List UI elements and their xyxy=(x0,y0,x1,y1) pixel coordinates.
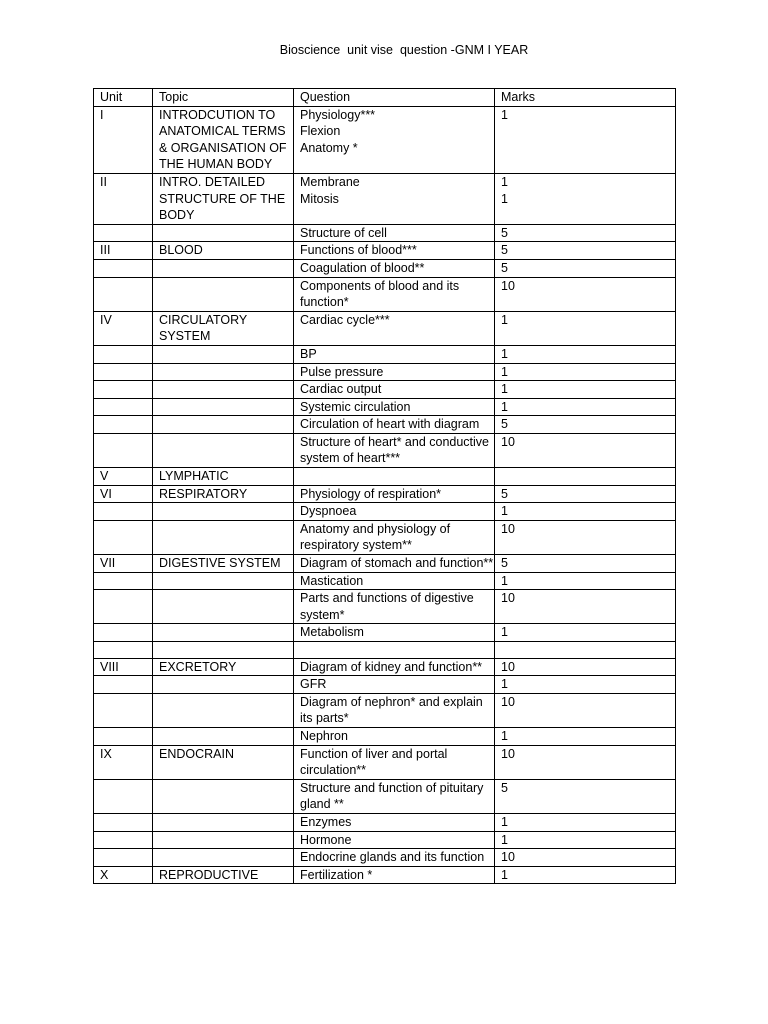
cell-topic: ENDOCRAIN xyxy=(153,745,294,779)
table-row xyxy=(94,398,676,416)
cell-question: Components of blood and its function* xyxy=(294,277,495,311)
cell-unit xyxy=(94,642,153,659)
cell-marks: 5 xyxy=(495,242,676,260)
cell-unit xyxy=(94,693,153,727)
cell-unit xyxy=(94,381,153,399)
cell-topic xyxy=(153,345,294,363)
cell-topic xyxy=(153,779,294,813)
cell-question: Cardiac cycle*** xyxy=(294,311,495,345)
cell-question: Endocrine glands and its function xyxy=(294,849,495,867)
cell-unit xyxy=(94,624,153,642)
table-row xyxy=(94,224,676,242)
cell-question: Pulse pressure xyxy=(294,363,495,381)
table-row xyxy=(94,676,676,694)
cell-question: Structure of cell xyxy=(294,224,495,242)
cell-topic xyxy=(153,398,294,416)
cell-question: Circulation of heart with diagram xyxy=(294,416,495,434)
cell-marks: 1 xyxy=(495,727,676,745)
cell-topic xyxy=(153,831,294,849)
cell-marks: 1 xyxy=(495,503,676,521)
cell-question: Fertilization * xyxy=(294,866,495,884)
cell-question xyxy=(294,642,495,659)
cell-marks: 1 xyxy=(495,624,676,642)
cell-topic xyxy=(153,572,294,590)
cell-question: Systemic circulation xyxy=(294,398,495,416)
cell-question: Nephron xyxy=(294,727,495,745)
table-row xyxy=(94,416,676,434)
table-row xyxy=(94,624,676,642)
cell-unit xyxy=(94,590,153,624)
cell-question: Membrane Mitosis xyxy=(294,173,495,224)
cell-unit xyxy=(94,503,153,521)
cell-marks: 10 xyxy=(495,520,676,554)
cell-topic: RESPIRATORY xyxy=(153,485,294,503)
table-row xyxy=(94,381,676,399)
cell-topic: DIGESTIVE SYSTEM xyxy=(153,555,294,573)
table-row xyxy=(94,520,676,554)
cell-unit: IX xyxy=(94,745,153,779)
cell-unit xyxy=(94,520,153,554)
cell-unit: V xyxy=(94,468,153,486)
cell-question: Hormone xyxy=(294,831,495,849)
table-row xyxy=(94,345,676,363)
cell-topic: CIRCULATORY SYSTEM xyxy=(153,311,294,345)
cell-question: Functions of blood*** xyxy=(294,242,495,260)
table-row xyxy=(94,277,676,311)
table-row xyxy=(94,642,676,659)
table-row xyxy=(94,311,676,345)
cell-unit xyxy=(94,363,153,381)
cell-unit xyxy=(94,727,153,745)
table-row xyxy=(94,745,676,779)
cell-question: Coagulation of blood** xyxy=(294,259,495,277)
table-row xyxy=(94,503,676,521)
header-question: Question xyxy=(294,89,495,107)
cell-question: Diagram of kidney and function** xyxy=(294,658,495,676)
cell-question: BP xyxy=(294,345,495,363)
header-marks: Marks xyxy=(495,89,676,107)
cell-topic xyxy=(153,259,294,277)
cell-question xyxy=(294,468,495,486)
cell-marks: 1 xyxy=(495,106,676,173)
cell-marks: 10 xyxy=(495,433,676,467)
cell-unit xyxy=(94,813,153,831)
cell-topic xyxy=(153,642,294,659)
cell-unit xyxy=(94,416,153,434)
table-row xyxy=(94,658,676,676)
table-row xyxy=(94,779,676,813)
cell-topic xyxy=(153,416,294,434)
cell-topic: INTRO. DETAILED STRUCTURE OF THE BODY xyxy=(153,173,294,224)
cell-question: Diagram of stomach and function** xyxy=(294,555,495,573)
cell-marks: 1 xyxy=(495,363,676,381)
cell-question: Structure of heart* and conductive system of heart*** xyxy=(294,433,495,467)
cell-unit xyxy=(94,224,153,242)
table-row xyxy=(94,363,676,381)
cell-marks: 1 xyxy=(495,676,676,694)
table-row xyxy=(94,242,676,260)
table-row xyxy=(94,849,676,867)
cell-marks: 1 xyxy=(495,398,676,416)
cell-topic: REPRODUCTIVE xyxy=(153,866,294,884)
table-row xyxy=(94,572,676,590)
cell-topic xyxy=(153,813,294,831)
table-row xyxy=(94,468,676,486)
cell-unit xyxy=(94,831,153,849)
cell-topic: LYMPHATIC xyxy=(153,468,294,486)
table-body xyxy=(94,106,676,884)
cell-topic xyxy=(153,624,294,642)
cell-topic xyxy=(153,381,294,399)
cell-unit xyxy=(94,849,153,867)
header-topic: Topic xyxy=(153,89,294,107)
cell-question: Structure and function of pituitary gland ** xyxy=(294,779,495,813)
table-header-row xyxy=(94,89,676,107)
cell-marks: 1 1 xyxy=(495,173,676,224)
header-unit: Unit xyxy=(94,89,153,107)
table-row xyxy=(94,590,676,624)
cell-question: Parts and functions of digestive system* xyxy=(294,590,495,624)
cell-unit: III xyxy=(94,242,153,260)
cell-topic xyxy=(153,433,294,467)
table-row xyxy=(94,433,676,467)
cell-unit xyxy=(94,259,153,277)
cell-unit: VIII xyxy=(94,658,153,676)
cell-marks: 10 xyxy=(495,693,676,727)
cell-marks: 10 xyxy=(495,849,676,867)
cell-marks: 5 xyxy=(495,779,676,813)
cell-marks: 10 xyxy=(495,590,676,624)
cell-question: Mastication xyxy=(294,572,495,590)
cell-question: Dyspnoea xyxy=(294,503,495,521)
cell-topic xyxy=(153,277,294,311)
cell-unit: IV xyxy=(94,311,153,345)
cell-unit: VII xyxy=(94,555,153,573)
cell-question: Physiology*** Flexion Anatomy * xyxy=(294,106,495,173)
cell-question: Enzymes xyxy=(294,813,495,831)
cell-question: Cardiac output xyxy=(294,381,495,399)
cell-marks: 5 xyxy=(495,485,676,503)
cell-question: Metabolism xyxy=(294,624,495,642)
cell-question: Physiology of respiration* xyxy=(294,485,495,503)
question-table xyxy=(93,88,676,884)
cell-topic xyxy=(153,520,294,554)
cell-unit xyxy=(94,779,153,813)
table-row xyxy=(94,555,676,573)
cell-topic xyxy=(153,727,294,745)
cell-marks: 1 xyxy=(495,311,676,345)
cell-marks: 5 xyxy=(495,259,676,277)
cell-marks xyxy=(495,642,676,659)
cell-topic xyxy=(153,590,294,624)
table-row xyxy=(94,106,676,173)
cell-marks: 1 xyxy=(495,381,676,399)
cell-marks: 1 xyxy=(495,831,676,849)
table-row xyxy=(94,173,676,224)
table-row xyxy=(94,831,676,849)
table-row xyxy=(94,485,676,503)
cell-topic: BLOOD xyxy=(153,242,294,260)
cell-question: Function of liver and portal circulation** xyxy=(294,745,495,779)
cell-topic xyxy=(153,363,294,381)
cell-marks: 10 xyxy=(495,658,676,676)
cell-topic: INTRODCUTION TO ANATOMICAL TERMS & ORGANISATION OF THE HUMAN BODY xyxy=(153,106,294,173)
cell-topic xyxy=(153,693,294,727)
table-row xyxy=(94,259,676,277)
cell-unit xyxy=(94,433,153,467)
cell-unit: II xyxy=(94,173,153,224)
cell-topic xyxy=(153,224,294,242)
cell-unit xyxy=(94,398,153,416)
cell-marks: 5 xyxy=(495,224,676,242)
cell-question: Diagram of nephron* and explain its parts* xyxy=(294,693,495,727)
cell-question: GFR xyxy=(294,676,495,694)
cell-marks: 1 xyxy=(495,866,676,884)
cell-unit: I xyxy=(94,106,153,173)
cell-unit xyxy=(94,676,153,694)
cell-topic: EXCRETORY xyxy=(153,658,294,676)
page-title: Bioscience unit vise question -GNM I YEAR xyxy=(279,43,529,57)
cell-unit xyxy=(94,572,153,590)
table-row xyxy=(94,727,676,745)
table-row xyxy=(94,866,676,884)
cell-topic xyxy=(153,503,294,521)
cell-marks: 10 xyxy=(495,745,676,779)
cell-marks xyxy=(495,468,676,486)
cell-unit: VI xyxy=(94,485,153,503)
cell-unit xyxy=(94,345,153,363)
cell-unit: X xyxy=(94,866,153,884)
cell-marks: 1 xyxy=(495,345,676,363)
table-row xyxy=(94,813,676,831)
cell-marks: 5 xyxy=(495,416,676,434)
cell-marks: 5 xyxy=(495,555,676,573)
cell-marks: 1 xyxy=(495,572,676,590)
cell-question: Anatomy and physiology of respiratory system** xyxy=(294,520,495,554)
cell-unit xyxy=(94,277,153,311)
table-row xyxy=(94,693,676,727)
cell-topic xyxy=(153,676,294,694)
cell-marks: 1 xyxy=(495,813,676,831)
cell-marks: 10 xyxy=(495,277,676,311)
cell-topic xyxy=(153,849,294,867)
